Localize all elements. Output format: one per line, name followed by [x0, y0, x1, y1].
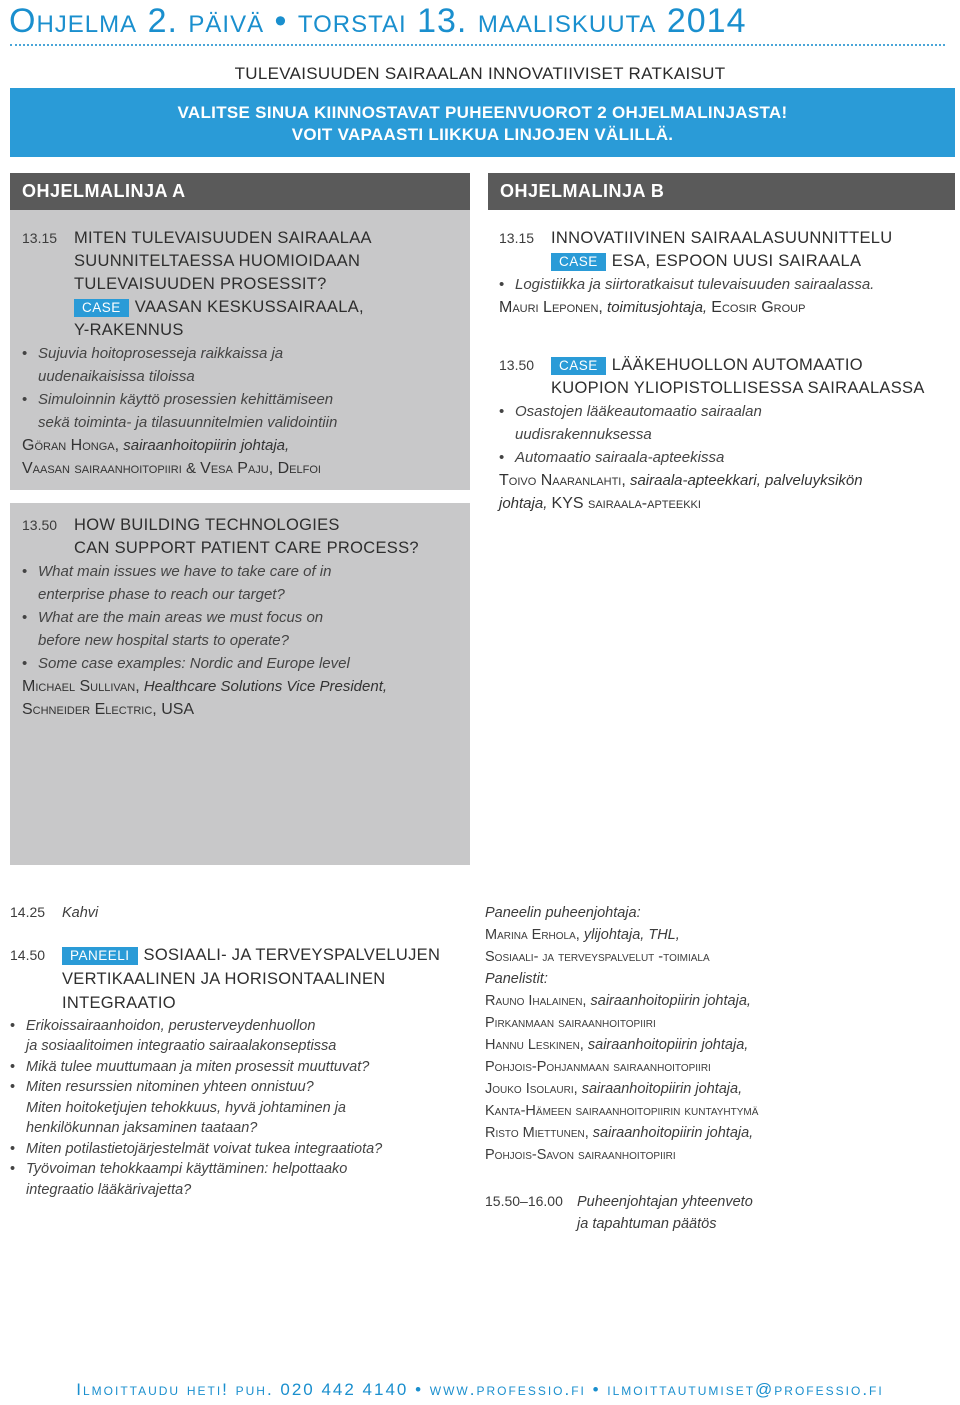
line-a-session-2: [22, 514, 462, 721]
panelist-role: sairaanhoitopiirin johtaja,: [592, 1125, 754, 1141]
case-title: VAASAN KESKUSSAIRAALA,: [134, 298, 364, 316]
bullet-item: • Osastojen lääkeautomaatio sairaalan: [499, 400, 954, 423]
panelists-label: Panelistit:: [485, 971, 548, 987]
session-title-line-2: VERTIKAALINEN JA HORISONTAALINEN: [62, 969, 386, 988]
panel-members: [485, 902, 955, 1235]
session-time: 13.15: [22, 230, 58, 246]
session-title: HOW BUILDING TECHNOLOGIES: [74, 516, 340, 534]
speaker-line: [22, 457, 462, 480]
session-title: SOSIAALI- JA TERVEYSPALVELUJEN: [143, 945, 441, 964]
line-b-session-1: [499, 227, 954, 319]
case-title-line-2: Y-RAKENNUS: [74, 321, 184, 339]
ampersand: &: [185, 460, 196, 477]
speaker-line: [499, 492, 954, 515]
session-title: MITEN TULEVAISUUDEN SAIRAALAA: [74, 229, 372, 247]
registration-footer: Ilmoittaudu heti! puh. 020 442 4140 • www.professio.fi • ilmoittautumiset@professio.fi: [76, 1380, 884, 1399]
dotted-divider: [10, 44, 945, 46]
speaker-role: sairaala-apteekkari, palveluyksikön: [629, 472, 863, 489]
speaker-org: Vaasan sairaanhoitopiiri: [22, 460, 182, 477]
closing-title: Puheenjohtajan yhteenveto: [577, 1194, 753, 1210]
case-title: ESA, ESPOON UUSI SAIRAALA: [611, 252, 862, 270]
session-title-line-2: KUOPION YLIOPISTOLLISESSA SAIRAALASSA: [551, 379, 925, 397]
speaker-line: [22, 698, 462, 721]
panelist-name: Hannu Leskinen,: [485, 1037, 584, 1053]
session-title-line-3: INTEGRAATIO: [62, 993, 176, 1012]
bullet-continuation: henkilökunnan jaksaminen taataan?: [26, 1120, 258, 1136]
speaker-name: Vesa Paju, Delfoi: [200, 460, 321, 477]
chair-role: ylijohtaja, THL,: [583, 927, 680, 943]
bullet-item: • Erikoissairaanhoidon, perusterveydenhuollon: [10, 1016, 470, 1037]
bullet-continuation: ja sosiaalitoimen integraatio sairaalakonseptissa: [26, 1038, 337, 1054]
bullet-item: • Miten potilastietojärjestelmät voivat tukea integraatiota?: [10, 1139, 470, 1160]
bullet-item: • Sujuvia hoitoprosesseja raikkaissa ja: [22, 342, 462, 365]
bullet-continuation: uudisrakennuksessa: [515, 426, 652, 443]
panelist-role: sairaanhoitopiirin johtaja,: [587, 1037, 749, 1053]
closing-title-line-2: ja tapahtuman päätös: [577, 1216, 717, 1232]
speaker-name: Michael Sullivan,: [22, 678, 140, 695]
panel-session: [10, 902, 470, 1200]
line-b-session-2: [499, 354, 954, 515]
speaker-role: sairaanhoitopiirin johtaja,: [123, 437, 290, 454]
session-title: LÄÄKEHUOLLON AUTOMAATIO: [611, 356, 863, 374]
session-time: 13.50: [499, 357, 535, 373]
bullet-item: • What main issues we have to take care of in: [22, 560, 462, 583]
bullet-continuation: integraatio lääkärivajetta?: [26, 1181, 192, 1198]
bullet-item: • What are the main areas we must focus on: [22, 606, 462, 629]
case-tag: CASE: [551, 253, 606, 271]
session-time: 13.50: [22, 517, 58, 533]
session-title-line-2: SUUNNITELTAESSA HUOMIOIDAAN: [74, 252, 361, 270]
bullet-continuation: before new hospital starts to operate?: [38, 632, 289, 649]
session-time: 14.50: [10, 946, 46, 963]
panelist-name: Rauno Ihalainen,: [485, 993, 587, 1009]
speaker-role: toimitusjohtaja,: [607, 299, 708, 316]
session-title-line-2: CAN SUPPORT PATIENT CARE PROCESS?: [74, 539, 419, 557]
session-title-line-3: TULEVAISUUDEN PROSESSIT?: [74, 275, 327, 293]
line-a-session-1: [22, 227, 462, 480]
speaker-role-line-2: johtaja,: [499, 495, 548, 512]
chair-label: Paneelin puheenjohtaja:: [485, 905, 641, 921]
panelist-role: sairaanhoitopiirin johtaja,: [590, 993, 751, 1009]
chair-name: Marina Erhola,: [485, 927, 580, 943]
panel-tag: PANEELI: [62, 947, 138, 965]
coffee-time: 14.25: [10, 904, 46, 920]
line-a-heading: OHJELMALINJA A: [10, 173, 470, 210]
panelist-org: Pirkanmaan sairaanhoitopiiri: [485, 1015, 656, 1031]
bullet-item: • Logistiikka ja siirtoratkaisut tulevaisuuden sairaalassa.: [499, 273, 954, 296]
closing-time: 15.50–16.00: [485, 1193, 563, 1209]
page-title: Ohjelma 2. päivä • torstai 13. maaliskuuta 2014: [9, 2, 747, 40]
speaker-line: [22, 434, 462, 457]
panelist-name: Risto Miettunen,: [485, 1125, 589, 1141]
case-tag: CASE: [551, 357, 606, 375]
speaker-line: [499, 296, 954, 319]
bullet-continuation: sekä toiminta- ja tilasuunnitelmien validointiin: [38, 414, 338, 431]
panelist-org: Pohjois-Pohjanmaan sairaanhoitopiiri: [485, 1059, 711, 1075]
speaker-name: Göran Honga,: [22, 437, 120, 454]
bullet-continuation: enterprise phase to reach our target?: [38, 586, 285, 603]
instruction-banner: [10, 88, 955, 157]
bullet-item: • Some case examples: Nordic and Europe level: [22, 652, 462, 675]
speaker-org: Schneider Electric, USA: [22, 701, 195, 718]
panelist-org: Pohjois-Savon sairaanhoitopiiri: [485, 1147, 676, 1163]
speaker-line: [22, 675, 462, 698]
bullet-item: • Automaatio sairaala-apteekissa: [499, 446, 954, 469]
speaker-role: Healthcare Solutions Vice President,: [143, 678, 388, 695]
panelist-role: sairaanhoitopiirin johtaja,: [581, 1081, 743, 1097]
session-title: INNOVATIIVINEN SAIRAALASUUNNITTELU: [551, 229, 893, 247]
panelist-name: Jouko Isolauri,: [485, 1081, 578, 1097]
bullet-continuation: uudenaikaisissa tiloissa: [38, 368, 195, 385]
banner-line-1: VALITSE SINUA KIINNOSTAVAT PUHEENVUOROT 2 OHJELMALINJASTA!: [177, 103, 788, 122]
bullet-item: • Työvoiman tehokkaampi käyttäminen: helpottaako: [10, 1159, 470, 1180]
chair-org: Sosiaali- ja terveyspalvelut -toimiala: [485, 949, 710, 965]
bullet-item: • Mikä tulee muuttumaan ja miten prosessit muuttuvat?: [10, 1057, 470, 1078]
speaker-org: Ecosir Group: [711, 299, 806, 316]
speaker-org: KYS sairaala-apteekki: [551, 495, 701, 512]
case-tag: CASE: [74, 299, 129, 317]
event-subtitle: TULEVAISUUDEN SAIRAALAN INNOVATIIVISET RATKAISUT: [234, 64, 726, 83]
line-b-heading: OHJELMALINJA B: [488, 173, 955, 210]
bullet-continuation: Miten hoitoketjujen tehokkuus, hyvä johtaminen ja: [26, 1099, 346, 1116]
session-time: 13.15: [499, 230, 535, 246]
speaker-line: [499, 469, 954, 492]
panelist-org: Kanta-Hämeen sairaanhoitopiirin kuntayhtymä: [485, 1103, 759, 1119]
coffee-break: Kahvi: [62, 905, 99, 921]
speaker-name: Mauri Leponen,: [499, 299, 603, 316]
speaker-name: Toivo Naaranlahti,: [499, 472, 626, 489]
bullet-item: • Miten resurssien nitominen yhteen onnistuu?: [10, 1077, 470, 1098]
bullet-item: • Simuloinnin käyttö prosessien kehittämiseen: [22, 388, 462, 411]
banner-line-2: VOIT VAPAASTI LIIKKUA LINJOJEN VÄLILLÄ.: [291, 125, 674, 144]
